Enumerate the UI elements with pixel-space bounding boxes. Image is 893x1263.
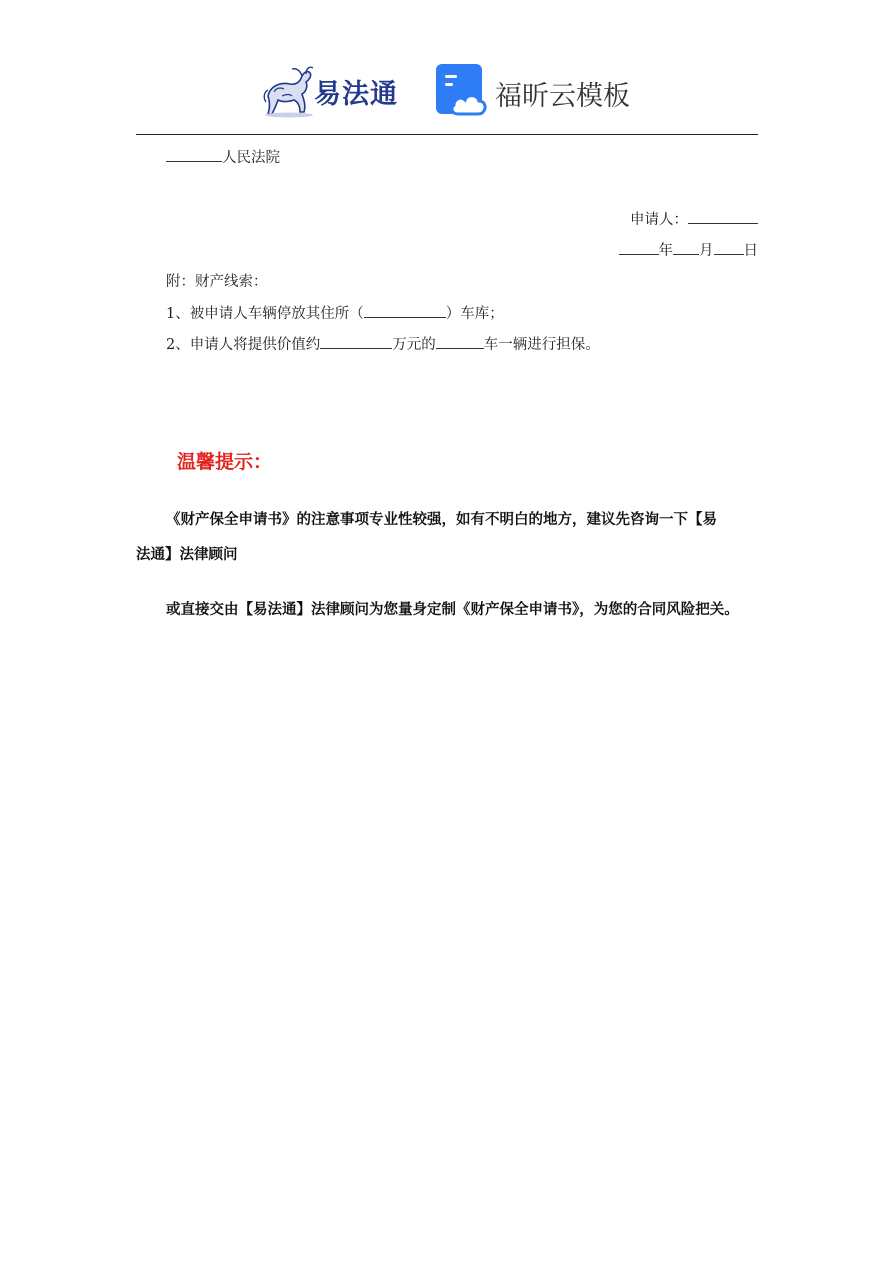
attachment-title: 附：财产线索：	[166, 274, 268, 290]
applicant-name-blank	[688, 209, 758, 224]
court-line	[166, 146, 280, 167]
yifatong-logo-text: 易法通	[314, 79, 398, 110]
applicant-label: 申请人：	[630, 212, 688, 228]
cloud-document-icon	[436, 64, 490, 118]
value-blank	[320, 334, 392, 349]
qilin-icon	[262, 62, 316, 118]
residence-blank	[364, 303, 446, 318]
warm-tips-title: 温馨提示：	[177, 451, 273, 473]
tips-paragraph-2: 或直接交由【易法通】法律顾问为您量身定制《财产保全申请书》，为您的合同风险把关。	[166, 601, 739, 618]
tips-paragraph-1-line-1: 《财产保全申请书》的注意事项专业性较强，如有不明白的地方，建议先咨询一下【易	[166, 511, 717, 528]
yifatong-logo	[262, 62, 414, 118]
clue-2-text-part1: 2、申请人将提供价值约	[166, 337, 321, 353]
clue-1-text-start: 1、被申请人车辆停放其住所（	[166, 306, 364, 322]
date-year-label: 年	[658, 243, 673, 259]
header-divider	[136, 134, 758, 135]
court-suffix: 人民法院	[222, 150, 280, 166]
property-clue-2	[166, 333, 600, 354]
applicant-signature-line	[630, 208, 758, 229]
foxit-cloud-template-logo	[436, 64, 636, 118]
clue-2-text-part2: 万元的	[392, 337, 436, 353]
date-month-label: 月	[699, 243, 714, 259]
year-blank	[619, 240, 659, 255]
month-blank	[673, 240, 699, 255]
page-header	[0, 58, 893, 122]
day-blank	[714, 240, 744, 255]
date-line	[619, 239, 759, 260]
foxit-cloud-template-text: 福昕云模板	[495, 81, 630, 112]
clue-1-text-end: ）车库；	[445, 306, 504, 322]
court-name-blank	[166, 147, 222, 162]
clue-2-text-part3: 车一辆进行担保。	[483, 337, 600, 353]
date-day-label: 日	[743, 243, 758, 259]
vehicle-model-blank	[436, 334, 484, 349]
tips-paragraph-1-line-2: 法通】法律顾问	[136, 546, 238, 563]
property-clue-1	[166, 302, 504, 323]
